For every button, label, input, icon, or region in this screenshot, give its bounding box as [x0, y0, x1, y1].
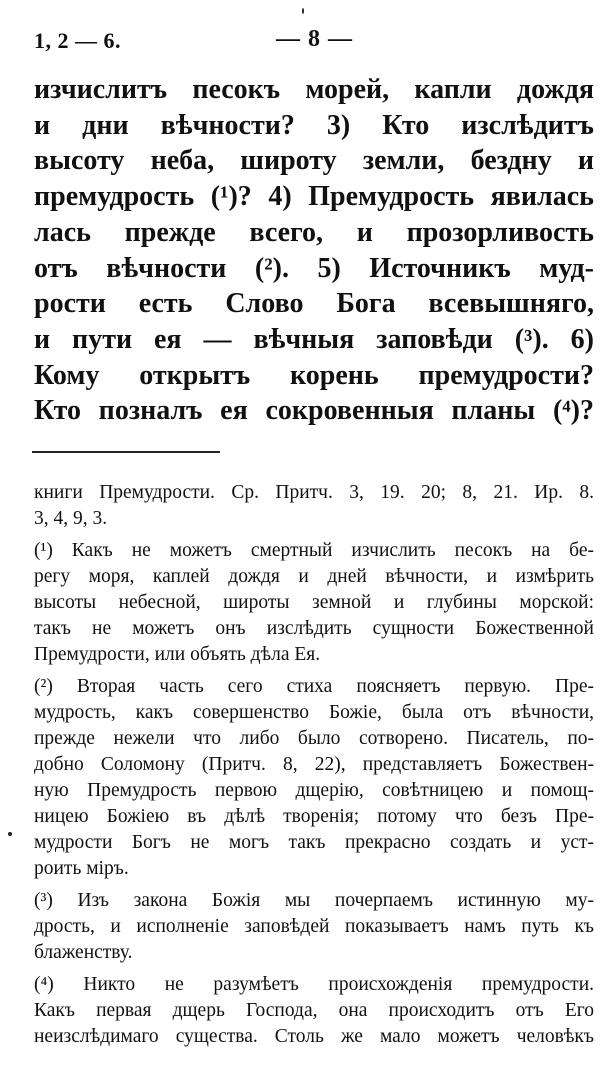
- footnote-line: ницею Божіею въ дѣлѣ творенія; потому что безъ Пре-: [34, 806, 594, 827]
- main-text-line: рости есть Слово Бога всевышняго,: [34, 288, 594, 320]
- footnote-line: добно Соломону (Притч. 8, 22), представляетъ Божествен-: [34, 754, 594, 775]
- footnote-2: [34, 674, 594, 882]
- footnote-1: [34, 538, 594, 668]
- footnote-line: роить міръ.: [34, 858, 129, 879]
- main-text-line: Кто позналъ ея сокровенныя планы (⁴)?: [34, 395, 594, 427]
- footnote-line: мудрость, какъ совершенство Божіе, была отъ вѣчности,: [34, 702, 594, 723]
- verse-reference: 1, 2 — 6.: [34, 28, 121, 53]
- footnote-line: неизслѣдимаго существа. Столь же мало можетъ человѣкъ: [34, 1026, 594, 1047]
- footnotes-section: [34, 480, 594, 1050]
- main-text-line: отъ вѣчности (²). 5) Источникъ муд-: [34, 252, 594, 284]
- page-number: — 8 —: [276, 26, 353, 52]
- main-text-line: премудрость (¹)? 4) Премудрость явилась: [34, 181, 594, 213]
- main-text-line: и пути ея — вѣчныя заповѣди (³). 6): [34, 323, 594, 355]
- print-speck: [8, 832, 12, 836]
- footnote-4: [34, 972, 594, 1050]
- footnote-line: (⁴) Никто не разумѣетъ происхожденія премудрости.: [34, 974, 594, 995]
- footnote-line: Премудрости, или объять дѣла Ея.: [34, 644, 321, 665]
- main-text-line: Кому открытъ корень премудрости?: [34, 359, 594, 391]
- page-header: [34, 26, 590, 56]
- main-text-line: и дни вѣчности? 3) Кто изслѣдитъ: [34, 109, 594, 141]
- footnote-line: Какъ первая дщерь Господа, она происходитъ отъ Его: [34, 1000, 594, 1021]
- footnote-line: такъ не можетъ онъ изслѣдить сущности Божественной: [34, 618, 594, 639]
- footnote-line: высоты небесной, широты земной и глубины морской:: [34, 592, 594, 613]
- footnote-3: [34, 888, 594, 966]
- main-text-line: высоту неба, широту земли, бездну и: [34, 145, 594, 177]
- print-speck: [302, 8, 304, 14]
- main-text-line: изчислитъ песокъ морей, капли дождя: [34, 74, 594, 105]
- footnote-divider: [32, 451, 220, 453]
- footnote-line: мудрости Богъ не могъ такъ прекрасно создать и уст-: [34, 832, 594, 853]
- footnote-line: прежде нежели что либо было сотворено. Писатель, по-: [34, 728, 594, 749]
- footnote-line: (³) Изъ закона Божія мы почерпаемъ истинную му-: [34, 890, 594, 911]
- main-verse-text: [34, 72, 594, 429]
- footnote-line: 3, 4, 9, 3.: [34, 508, 108, 529]
- main-text-line: лась прежде всего, и прозорливость: [34, 216, 594, 248]
- footnote-line: книги Премудрости. Ср. Притч. 3, 19. 20; 8, 21. Ир. 8.: [34, 482, 594, 503]
- footnote-line: регу моря, каплей дождя и дней вѣчности, и измѣрить: [34, 566, 594, 587]
- footnote-continuation: [34, 480, 594, 532]
- footnote-line: дрость, и исполненіе заповѣдей показываетъ намъ путь къ: [34, 916, 594, 937]
- footnote-line: (¹) Какъ не можетъ смертный изчислить песокъ на бе-: [34, 540, 594, 561]
- footnote-line: блаженству.: [34, 942, 133, 963]
- footnote-line: (²) Вторая часть сего стиха поясняетъ первую. Пре-: [34, 676, 594, 697]
- footnote-line: ную Премудрость первою дщерію, совѣтницею и помощ-: [34, 780, 594, 801]
